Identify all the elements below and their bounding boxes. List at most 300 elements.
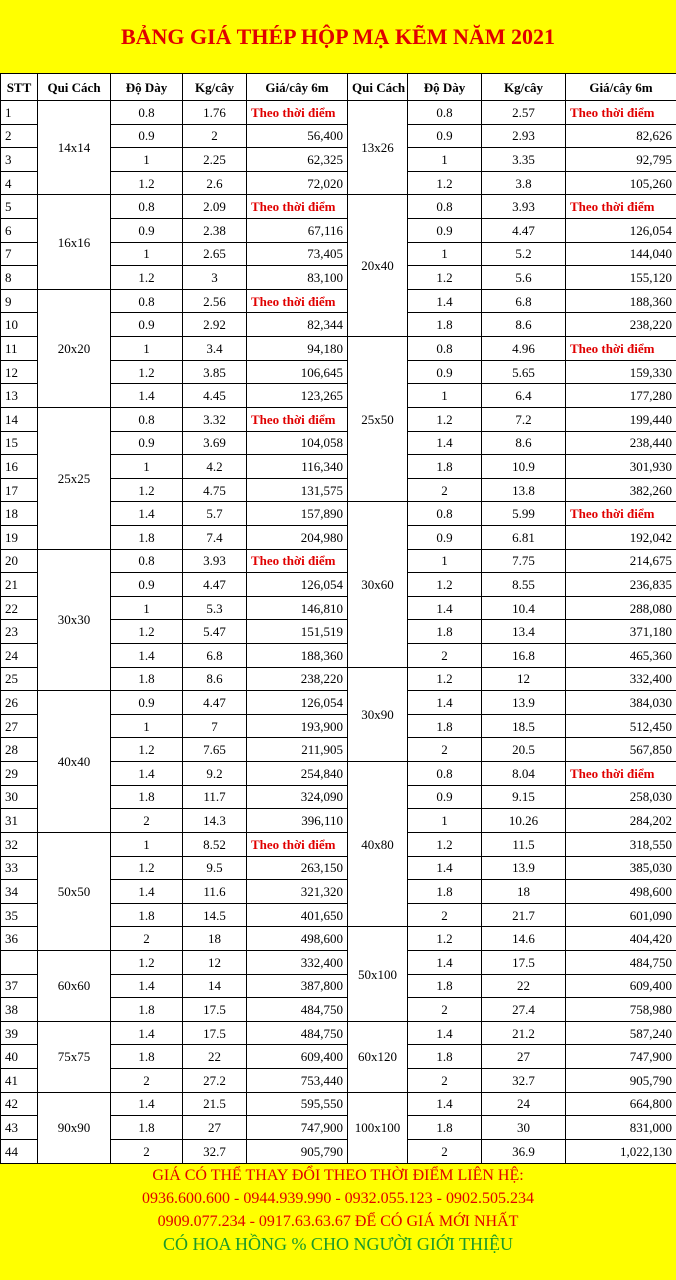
header-spec-left: Qui Cách	[38, 74, 111, 101]
price-right-cell: 332,400	[566, 667, 676, 691]
thickness-right-cell: 0.9	[408, 219, 482, 243]
price-right-cell: 92,795	[566, 148, 676, 172]
table-row	[1, 407, 676, 431]
thickness-left-cell: 1.2	[111, 171, 183, 195]
row-number: 37	[1, 974, 38, 998]
weight-left-cell: 27	[183, 1116, 247, 1140]
thickness-left-cell: 1.2	[111, 360, 183, 384]
table-row	[1, 1092, 676, 1116]
price-left-cell: 83,100	[247, 266, 348, 290]
spec-left-cell: 50x50	[38, 832, 111, 950]
header-weight-left: Kg/cây	[183, 74, 247, 101]
weight-right-cell: 2.93	[482, 124, 566, 148]
row-number: 24	[1, 644, 38, 668]
header-price-right: Giá/cây 6m	[566, 74, 676, 101]
thickness-right-cell: 1.2	[408, 266, 482, 290]
header-price-left: Giá/cây 6m	[247, 74, 348, 101]
weight-left-cell: 2.6	[183, 171, 247, 195]
price-left-cell: 324,090	[247, 785, 348, 809]
price-right-cell: Theo thời điểm	[566, 337, 676, 361]
price-left-cell: 211,905	[247, 738, 348, 762]
price-left-cell: 204,980	[247, 525, 348, 549]
row-number: 25	[1, 667, 38, 691]
weight-right-cell: 12	[482, 667, 566, 691]
row-number: 6	[1, 219, 38, 243]
table-row	[1, 289, 676, 313]
thickness-left-cell: 0.8	[111, 289, 183, 313]
weight-left-cell: 8.52	[183, 832, 247, 856]
price-right-cell: 177,280	[566, 384, 676, 408]
price-right-cell: 384,030	[566, 691, 676, 715]
thickness-left-cell: 0.9	[111, 124, 183, 148]
spec-right-cell: 100x100	[348, 1092, 408, 1163]
price-left-cell: 82,344	[247, 313, 348, 337]
thickness-left-cell: 0.9	[111, 313, 183, 337]
thickness-left-cell: 1.8	[111, 1045, 183, 1069]
footer-notice	[0, 1164, 676, 1280]
weight-left-cell: 4.45	[183, 384, 247, 408]
price-left-cell: 401,650	[247, 903, 348, 927]
thickness-right-cell: 1.2	[408, 832, 482, 856]
weight-left-cell: 7.4	[183, 525, 247, 549]
thickness-left-cell: 1	[111, 832, 183, 856]
price-right-cell: 465,360	[566, 644, 676, 668]
weight-left-cell: 27.2	[183, 1068, 247, 1092]
price-left-cell: 905,790	[247, 1139, 348, 1163]
price-right-cell: 258,030	[566, 785, 676, 809]
price-left-cell: 747,900	[247, 1116, 348, 1140]
weight-right-cell: 7.2	[482, 407, 566, 431]
price-right-cell: 238,440	[566, 431, 676, 455]
weight-right-cell: 27	[482, 1045, 566, 1069]
row-number: 12	[1, 360, 38, 384]
weight-left-cell: 2.25	[183, 148, 247, 172]
weight-left-cell: 4.47	[183, 691, 247, 715]
weight-left-cell: 14	[183, 974, 247, 998]
weight-right-cell: 30	[482, 1116, 566, 1140]
weight-right-cell: 13.4	[482, 620, 566, 644]
price-left-cell: 126,054	[247, 691, 348, 715]
thickness-right-cell: 1.8	[408, 714, 482, 738]
price-left-cell: 116,340	[247, 455, 348, 479]
row-number: 16	[1, 455, 38, 479]
thickness-left-cell: 1.4	[111, 502, 183, 526]
weight-right-cell: 13.9	[482, 691, 566, 715]
price-left-cell: 131,575	[247, 478, 348, 502]
thickness-right-cell: 2	[408, 478, 482, 502]
weight-left-cell: 5.3	[183, 596, 247, 620]
price-left-cell: 387,800	[247, 974, 348, 998]
weight-left-cell: 5.7	[183, 502, 247, 526]
price-right-cell: 284,202	[566, 809, 676, 833]
price-right-cell: 288,080	[566, 596, 676, 620]
thickness-right-cell: 0.9	[408, 785, 482, 809]
price-left-cell: 332,400	[247, 950, 348, 974]
price-right-cell: 82,626	[566, 124, 676, 148]
row-number: 14	[1, 407, 38, 431]
weight-left-cell: 4.75	[183, 478, 247, 502]
footer-line-1: GIÁ CÓ THỂ THAY ĐỔI THEO THỜI ĐIỂM LIÊN HỆ:	[152, 1167, 524, 1184]
footer-commission-line: CÓ HOA HỒNG % CHO NGƯỜI GIỚI THIỆU	[162, 1234, 514, 1254]
price-right-cell: 238,220	[566, 313, 676, 337]
weight-left-cell: 3.32	[183, 407, 247, 431]
weight-left-cell: 9.5	[183, 856, 247, 880]
weight-left-cell: 7	[183, 714, 247, 738]
row-number: 23	[1, 620, 38, 644]
price-right-cell: 905,790	[566, 1068, 676, 1092]
price-right-cell: 512,450	[566, 714, 676, 738]
spec-left-cell: 90x90	[38, 1092, 111, 1163]
row-number: 26	[1, 691, 38, 715]
spec-left-cell: 14x14	[38, 101, 111, 195]
spec-left-cell: 40x40	[38, 691, 111, 833]
weight-right-cell: 4.96	[482, 337, 566, 361]
weight-left-cell: 2.09	[183, 195, 247, 219]
thickness-left-cell: 0.8	[111, 549, 183, 573]
row-number: 3	[1, 148, 38, 172]
price-right-cell: 214,675	[566, 549, 676, 573]
weight-left-cell: 6.8	[183, 644, 247, 668]
weight-right-cell: 22	[482, 974, 566, 998]
weight-left-cell: 2.56	[183, 289, 247, 313]
weight-left-cell: 4.2	[183, 455, 247, 479]
weight-left-cell: 12	[183, 950, 247, 974]
spec-right-cell: 13x26	[348, 101, 408, 195]
price-left-cell: 254,840	[247, 762, 348, 786]
weight-left-cell: 1.76	[183, 101, 247, 125]
weight-right-cell: 27.4	[482, 998, 566, 1022]
thickness-right-cell: 2	[408, 998, 482, 1022]
price-right-cell: 664,800	[566, 1092, 676, 1116]
thickness-left-cell: 0.8	[111, 101, 183, 125]
weight-left-cell: 4.47	[183, 573, 247, 597]
thickness-right-cell: 2	[408, 644, 482, 668]
price-left-cell: 123,265	[247, 384, 348, 408]
weight-left-cell: 9.2	[183, 762, 247, 786]
row-number: 27	[1, 714, 38, 738]
thickness-right-cell: 1.4	[408, 691, 482, 715]
thickness-right-cell: 1.8	[408, 974, 482, 998]
thickness-left-cell: 2	[111, 1139, 183, 1163]
weight-left-cell: 3.93	[183, 549, 247, 573]
price-left-cell: 321,320	[247, 880, 348, 904]
table-row	[1, 195, 676, 219]
spec-right-cell: 60x120	[348, 1021, 408, 1092]
weight-right-cell: 18.5	[482, 714, 566, 738]
price-right-cell: 758,980	[566, 998, 676, 1022]
price-left-cell: 67,116	[247, 219, 348, 243]
weight-right-cell: 9.15	[482, 785, 566, 809]
row-number: 1	[1, 101, 38, 125]
weight-left-cell: 2	[183, 124, 247, 148]
row-number: 38	[1, 998, 38, 1022]
thickness-right-cell: 0.9	[408, 360, 482, 384]
price-left-cell: 188,360	[247, 644, 348, 668]
thickness-right-cell: 1.4	[408, 596, 482, 620]
weight-left-cell: 18	[183, 927, 247, 951]
weight-right-cell: 16.8	[482, 644, 566, 668]
weight-left-cell: 8.6	[183, 667, 247, 691]
thickness-right-cell: 1.2	[408, 573, 482, 597]
price-right-cell: 498,600	[566, 880, 676, 904]
thickness-right-cell: 1.2	[408, 927, 482, 951]
thickness-right-cell: 1.2	[408, 171, 482, 195]
weight-left-cell: 11.6	[183, 880, 247, 904]
price-left-cell: 62,325	[247, 148, 348, 172]
price-left-cell: 484,750	[247, 1021, 348, 1045]
thickness-left-cell: 1.8	[111, 785, 183, 809]
thickness-left-cell: 1.2	[111, 620, 183, 644]
row-number: 34	[1, 880, 38, 904]
weight-left-cell: 2.92	[183, 313, 247, 337]
thickness-left-cell: 1.8	[111, 525, 183, 549]
thickness-right-cell: 1	[408, 549, 482, 573]
weight-right-cell: 6.8	[482, 289, 566, 313]
row-number: 32	[1, 832, 38, 856]
thickness-right-cell: 1.8	[408, 620, 482, 644]
weight-left-cell: 2.38	[183, 219, 247, 243]
price-right-cell: 831,000	[566, 1116, 676, 1140]
price-right-cell: 144,040	[566, 242, 676, 266]
row-number: 10	[1, 313, 38, 337]
footer-phone-line-1: 0936.600.600 - 0944.939.990 - 0932.055.123 - 0902.505.234	[142, 1190, 534, 1207]
thickness-right-cell: 1.2	[408, 407, 482, 431]
thickness-left-cell: 1.8	[111, 903, 183, 927]
weight-right-cell: 13.8	[482, 478, 566, 502]
header-row	[1, 74, 676, 101]
thickness-left-cell: 1.2	[111, 856, 183, 880]
price-right-cell: 188,360	[566, 289, 676, 313]
thickness-right-cell: 1.4	[408, 431, 482, 455]
weight-right-cell: 3.8	[482, 171, 566, 195]
price-right-cell: 159,330	[566, 360, 676, 384]
weight-right-cell: 24	[482, 1092, 566, 1116]
thickness-right-cell: 1.4	[408, 950, 482, 974]
thickness-left-cell: 0.9	[111, 431, 183, 455]
weight-right-cell: 3.35	[482, 148, 566, 172]
row-number: 42	[1, 1092, 38, 1116]
weight-right-cell: 8.55	[482, 573, 566, 597]
price-left-cell: Theo thời điểm	[247, 407, 348, 431]
spec-left-cell: 25x25	[38, 407, 111, 549]
price-right-cell: Theo thời điểm	[566, 101, 676, 125]
weight-left-cell: 14.3	[183, 809, 247, 833]
weight-right-cell: 18	[482, 880, 566, 904]
weight-left-cell: 17.5	[183, 1021, 247, 1045]
thickness-left-cell: 1.4	[111, 762, 183, 786]
weight-right-cell: 11.5	[482, 832, 566, 856]
thickness-right-cell: 1.8	[408, 1045, 482, 1069]
price-right-cell: 301,930	[566, 455, 676, 479]
row-number: 40	[1, 1045, 38, 1069]
price-left-cell: 396,110	[247, 809, 348, 833]
thickness-left-cell: 1.2	[111, 478, 183, 502]
price-right-cell: 747,900	[566, 1045, 676, 1069]
thickness-right-cell: 0.8	[408, 337, 482, 361]
weight-left-cell: 21.5	[183, 1092, 247, 1116]
row-number: 15	[1, 431, 38, 455]
page-title: BẢNG GIÁ THÉP HỘP MẠ KẼM NĂM 2021	[120, 23, 556, 49]
weight-right-cell: 36.9	[482, 1139, 566, 1163]
thickness-left-cell: 1.8	[111, 1116, 183, 1140]
weight-left-cell: 2.65	[183, 242, 247, 266]
row-number: 22	[1, 596, 38, 620]
thickness-left-cell: 1.4	[111, 384, 183, 408]
table-row	[1, 832, 676, 856]
row-number: 18	[1, 502, 38, 526]
header-weight-right: Kg/cây	[482, 74, 566, 101]
thickness-right-cell: 1.8	[408, 1116, 482, 1140]
footer-phone-line-2: 0909.077.234 - 0917.63.63.67 ĐỂ CÓ GIÁ MỚI NHẤT	[157, 1213, 519, 1230]
price-right-cell: 126,054	[566, 219, 676, 243]
row-number	[1, 950, 38, 974]
row-number: 19	[1, 525, 38, 549]
price-right-cell: 371,180	[566, 620, 676, 644]
price-right-cell: 1,022,130	[566, 1139, 676, 1163]
thickness-left-cell: 1.8	[111, 667, 183, 691]
price-left-cell: 72,020	[247, 171, 348, 195]
price-right-cell: Theo thời điểm	[566, 502, 676, 526]
row-number: 35	[1, 903, 38, 927]
spec-right-cell: 20x40	[348, 195, 408, 337]
weight-right-cell: 32.7	[482, 1068, 566, 1092]
weight-left-cell: 3.85	[183, 360, 247, 384]
thickness-left-cell: 0.9	[111, 691, 183, 715]
thickness-left-cell: 1.2	[111, 950, 183, 974]
thickness-left-cell: 1.4	[111, 880, 183, 904]
price-left-cell: Theo thời điểm	[247, 549, 348, 573]
spec-left-cell: 16x16	[38, 195, 111, 289]
price-right-cell: 199,440	[566, 407, 676, 431]
spec-left-cell: 60x60	[38, 950, 111, 1021]
row-number: 13	[1, 384, 38, 408]
thickness-right-cell: 0.8	[408, 101, 482, 125]
thickness-left-cell: 0.9	[111, 219, 183, 243]
weight-right-cell: 21.7	[482, 903, 566, 927]
weight-right-cell: 5.2	[482, 242, 566, 266]
price-right-cell: Theo thời điểm	[566, 762, 676, 786]
price-left-cell: 193,900	[247, 714, 348, 738]
weight-right-cell: 17.5	[482, 950, 566, 974]
row-number: 9	[1, 289, 38, 313]
thickness-left-cell: 1	[111, 455, 183, 479]
weight-right-cell: 5.65	[482, 360, 566, 384]
price-left-cell: 73,405	[247, 242, 348, 266]
thickness-left-cell: 1	[111, 148, 183, 172]
weight-left-cell: 5.47	[183, 620, 247, 644]
row-number: 29	[1, 762, 38, 786]
weight-right-cell: 5.99	[482, 502, 566, 526]
thickness-left-cell: 1.4	[111, 1092, 183, 1116]
weight-right-cell: 4.47	[482, 219, 566, 243]
spec-right-cell: 40x80	[348, 762, 408, 927]
row-number: 36	[1, 927, 38, 951]
price-left-cell: 151,519	[247, 620, 348, 644]
thickness-right-cell: 1	[408, 148, 482, 172]
weight-left-cell: 17.5	[183, 998, 247, 1022]
weight-right-cell: 21.2	[482, 1021, 566, 1045]
thickness-right-cell: 1.2	[408, 667, 482, 691]
thickness-right-cell: 0.9	[408, 124, 482, 148]
thickness-right-cell: 2	[408, 1139, 482, 1163]
weight-right-cell: 10.4	[482, 596, 566, 620]
row-number: 41	[1, 1068, 38, 1092]
thickness-left-cell: 0.8	[111, 407, 183, 431]
price-left-cell: 146,810	[247, 596, 348, 620]
price-left-cell: 56,400	[247, 124, 348, 148]
weight-left-cell: 3.4	[183, 337, 247, 361]
price-right-cell: 385,030	[566, 856, 676, 880]
price-table	[0, 73, 676, 1164]
row-number: 28	[1, 738, 38, 762]
thickness-left-cell: 1.2	[111, 266, 183, 290]
row-number: 11	[1, 337, 38, 361]
row-number: 17	[1, 478, 38, 502]
price-left-cell: 753,440	[247, 1068, 348, 1092]
thickness-right-cell: 2	[408, 1068, 482, 1092]
price-left-cell: 263,150	[247, 856, 348, 880]
thickness-right-cell: 1.4	[408, 289, 482, 313]
header-thickness-left: Độ Dày	[111, 74, 183, 101]
weight-right-cell: 7.75	[482, 549, 566, 573]
thickness-right-cell: 1	[408, 384, 482, 408]
header-spec-right: Qui Cách	[348, 74, 408, 101]
thickness-left-cell: 0.8	[111, 195, 183, 219]
thickness-left-cell: 2	[111, 927, 183, 951]
price-right-cell: 155,120	[566, 266, 676, 290]
thickness-left-cell: 1.4	[111, 974, 183, 998]
weight-right-cell: 2.57	[482, 101, 566, 125]
price-right-cell: 601,090	[566, 903, 676, 927]
spec-left-cell: 30x30	[38, 549, 111, 691]
table-row	[1, 101, 676, 125]
price-left-cell: Theo thời điểm	[247, 289, 348, 313]
thickness-left-cell: 1	[111, 596, 183, 620]
row-number: 33	[1, 856, 38, 880]
thickness-left-cell: 2	[111, 809, 183, 833]
thickness-left-cell: 2	[111, 1068, 183, 1092]
weight-left-cell: 3.69	[183, 431, 247, 455]
weight-right-cell: 8.6	[482, 431, 566, 455]
spec-right-cell: 30x60	[348, 502, 408, 667]
price-right-cell: 587,240	[566, 1021, 676, 1045]
price-left-cell: 498,600	[247, 927, 348, 951]
thickness-left-cell: 1	[111, 714, 183, 738]
header-thickness-right: Độ Dày	[408, 74, 482, 101]
table-row	[1, 1021, 676, 1045]
row-number: 5	[1, 195, 38, 219]
thickness-left-cell: 1.4	[111, 644, 183, 668]
row-number: 39	[1, 1021, 38, 1045]
price-left-cell: 94,180	[247, 337, 348, 361]
weight-left-cell: 7.65	[183, 738, 247, 762]
row-number: 4	[1, 171, 38, 195]
thickness-left-cell: 1	[111, 337, 183, 361]
price-right-cell: Theo thời điểm	[566, 195, 676, 219]
thickness-right-cell: 1	[408, 809, 482, 833]
spec-left-cell: 20x20	[38, 289, 111, 407]
weight-left-cell: 11.7	[183, 785, 247, 809]
price-right-cell: 567,850	[566, 738, 676, 762]
price-left-cell: 106,645	[247, 360, 348, 384]
weight-left-cell: 32.7	[183, 1139, 247, 1163]
table-row	[1, 950, 676, 974]
weight-right-cell: 10.9	[482, 455, 566, 479]
row-number: 43	[1, 1116, 38, 1140]
weight-left-cell: 22	[183, 1045, 247, 1069]
header-stt: STT	[1, 74, 38, 101]
price-left-cell: 484,750	[247, 998, 348, 1022]
